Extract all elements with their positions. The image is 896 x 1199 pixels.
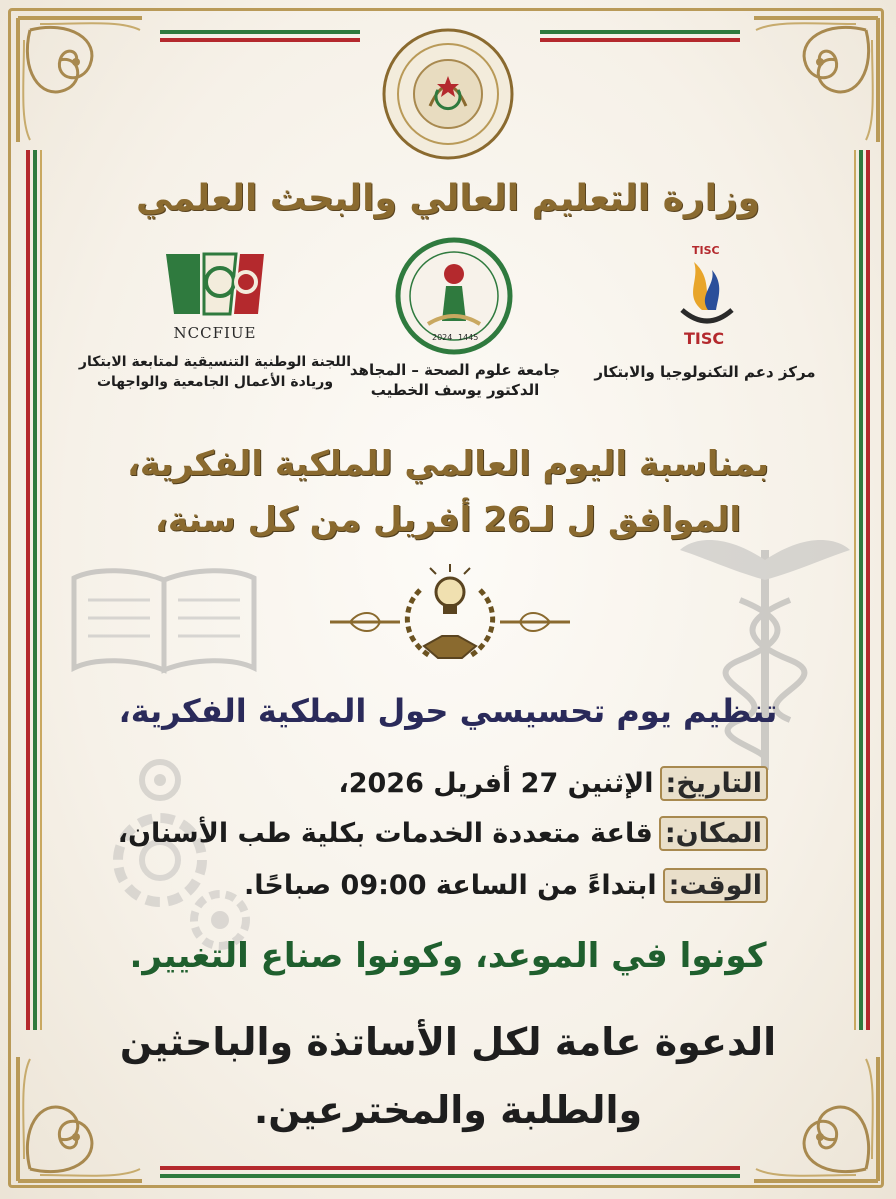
place-value: قاعة متعددة الخدمات بكلية طب الأسنان، — [117, 818, 653, 849]
nccfiue-caption — [70, 352, 360, 392]
university-caption — [320, 360, 590, 400]
university-caption-line2: الدكتور يوسف الخطيب — [370, 381, 540, 399]
place-label: المكان: — [659, 816, 768, 851]
ornament-corner-icon — [746, 10, 886, 150]
university-caption-line1: جامعة علوم الصحة – المجاهد — [349, 361, 561, 379]
ornament-corner-icon — [10, 10, 150, 150]
nccfiue-caption-line1: اللجنة الوطنية التنسيقية لمتابعة الابتكار — [78, 354, 352, 370]
university-logo-year-left: 2024 — [432, 333, 453, 342]
university-logo-icon — [394, 236, 514, 356]
bottom-red-stripe — [160, 1166, 740, 1170]
time-label: الوقت: — [663, 868, 768, 903]
top-green-stripe-right — [540, 30, 740, 34]
top-green-stripe-left — [160, 30, 360, 34]
date-row — [338, 766, 768, 801]
nccfiue-caption-line2: وريادة الأعمال الجامعية والواجهات — [96, 374, 334, 390]
university-logo-year-right: 1445 — [458, 333, 479, 342]
right-red-stripe — [866, 150, 870, 1030]
nccfiue-logo-text: NCCFIUE — [173, 324, 257, 342]
invitation-line1: الدعوة عامة لكل الأساتذة والباحثين — [119, 1020, 777, 1064]
event-title: تنظيم يوم تحسيسي حول الملكية الفكرية، — [118, 692, 778, 730]
left-red-stripe — [26, 150, 30, 1030]
date-value: الإثنين 27 أفريل 2026، — [338, 768, 654, 799]
tisc-caption: مركز دعم التكنولوجيا والابتكار — [594, 363, 816, 381]
caduceus-icon — [680, 520, 850, 780]
right-gold-stripe — [854, 150, 856, 1030]
lightbulb-handshake-emblem-icon — [330, 560, 570, 680]
top-red-stripe-right — [540, 38, 740, 42]
national-seal-icon — [380, 26, 516, 162]
left-gold-stripe — [40, 150, 42, 1030]
invitation-line2: والطلبة والمخترعين. — [253, 1088, 643, 1132]
headline-line1: بمناسبة اليوم العالمي للملكية الفكرية، — [126, 444, 770, 484]
date-label: التاريخ: — [660, 766, 769, 801]
tisc-logo-bottom-text: TISC — [684, 329, 725, 348]
right-green-stripe — [859, 150, 863, 1030]
bottom-green-stripe — [160, 1174, 740, 1178]
tisc-logo-icon — [662, 240, 752, 350]
place-row — [118, 816, 768, 851]
left-green-stripe — [33, 150, 37, 1030]
tisc-logo-top-text: TISC — [692, 244, 720, 257]
top-red-stripe-left — [160, 38, 360, 42]
gears-icon — [100, 750, 270, 960]
slogan: كونوا في الموعد، وكونوا صناع التغيير. — [129, 936, 767, 976]
headline-line2: الموافق ل لـ26 أفريل من كل سنة، — [154, 500, 742, 540]
ministry-title: وزارة التعليم العالي والبحث العلمي — [135, 178, 761, 219]
nccfiue-logo-icon — [160, 244, 270, 324]
open-book-icon — [64, 560, 264, 680]
time-value: ابتداءً من الساعة 09:00 صباحًا. — [244, 870, 657, 901]
time-row — [244, 868, 768, 903]
